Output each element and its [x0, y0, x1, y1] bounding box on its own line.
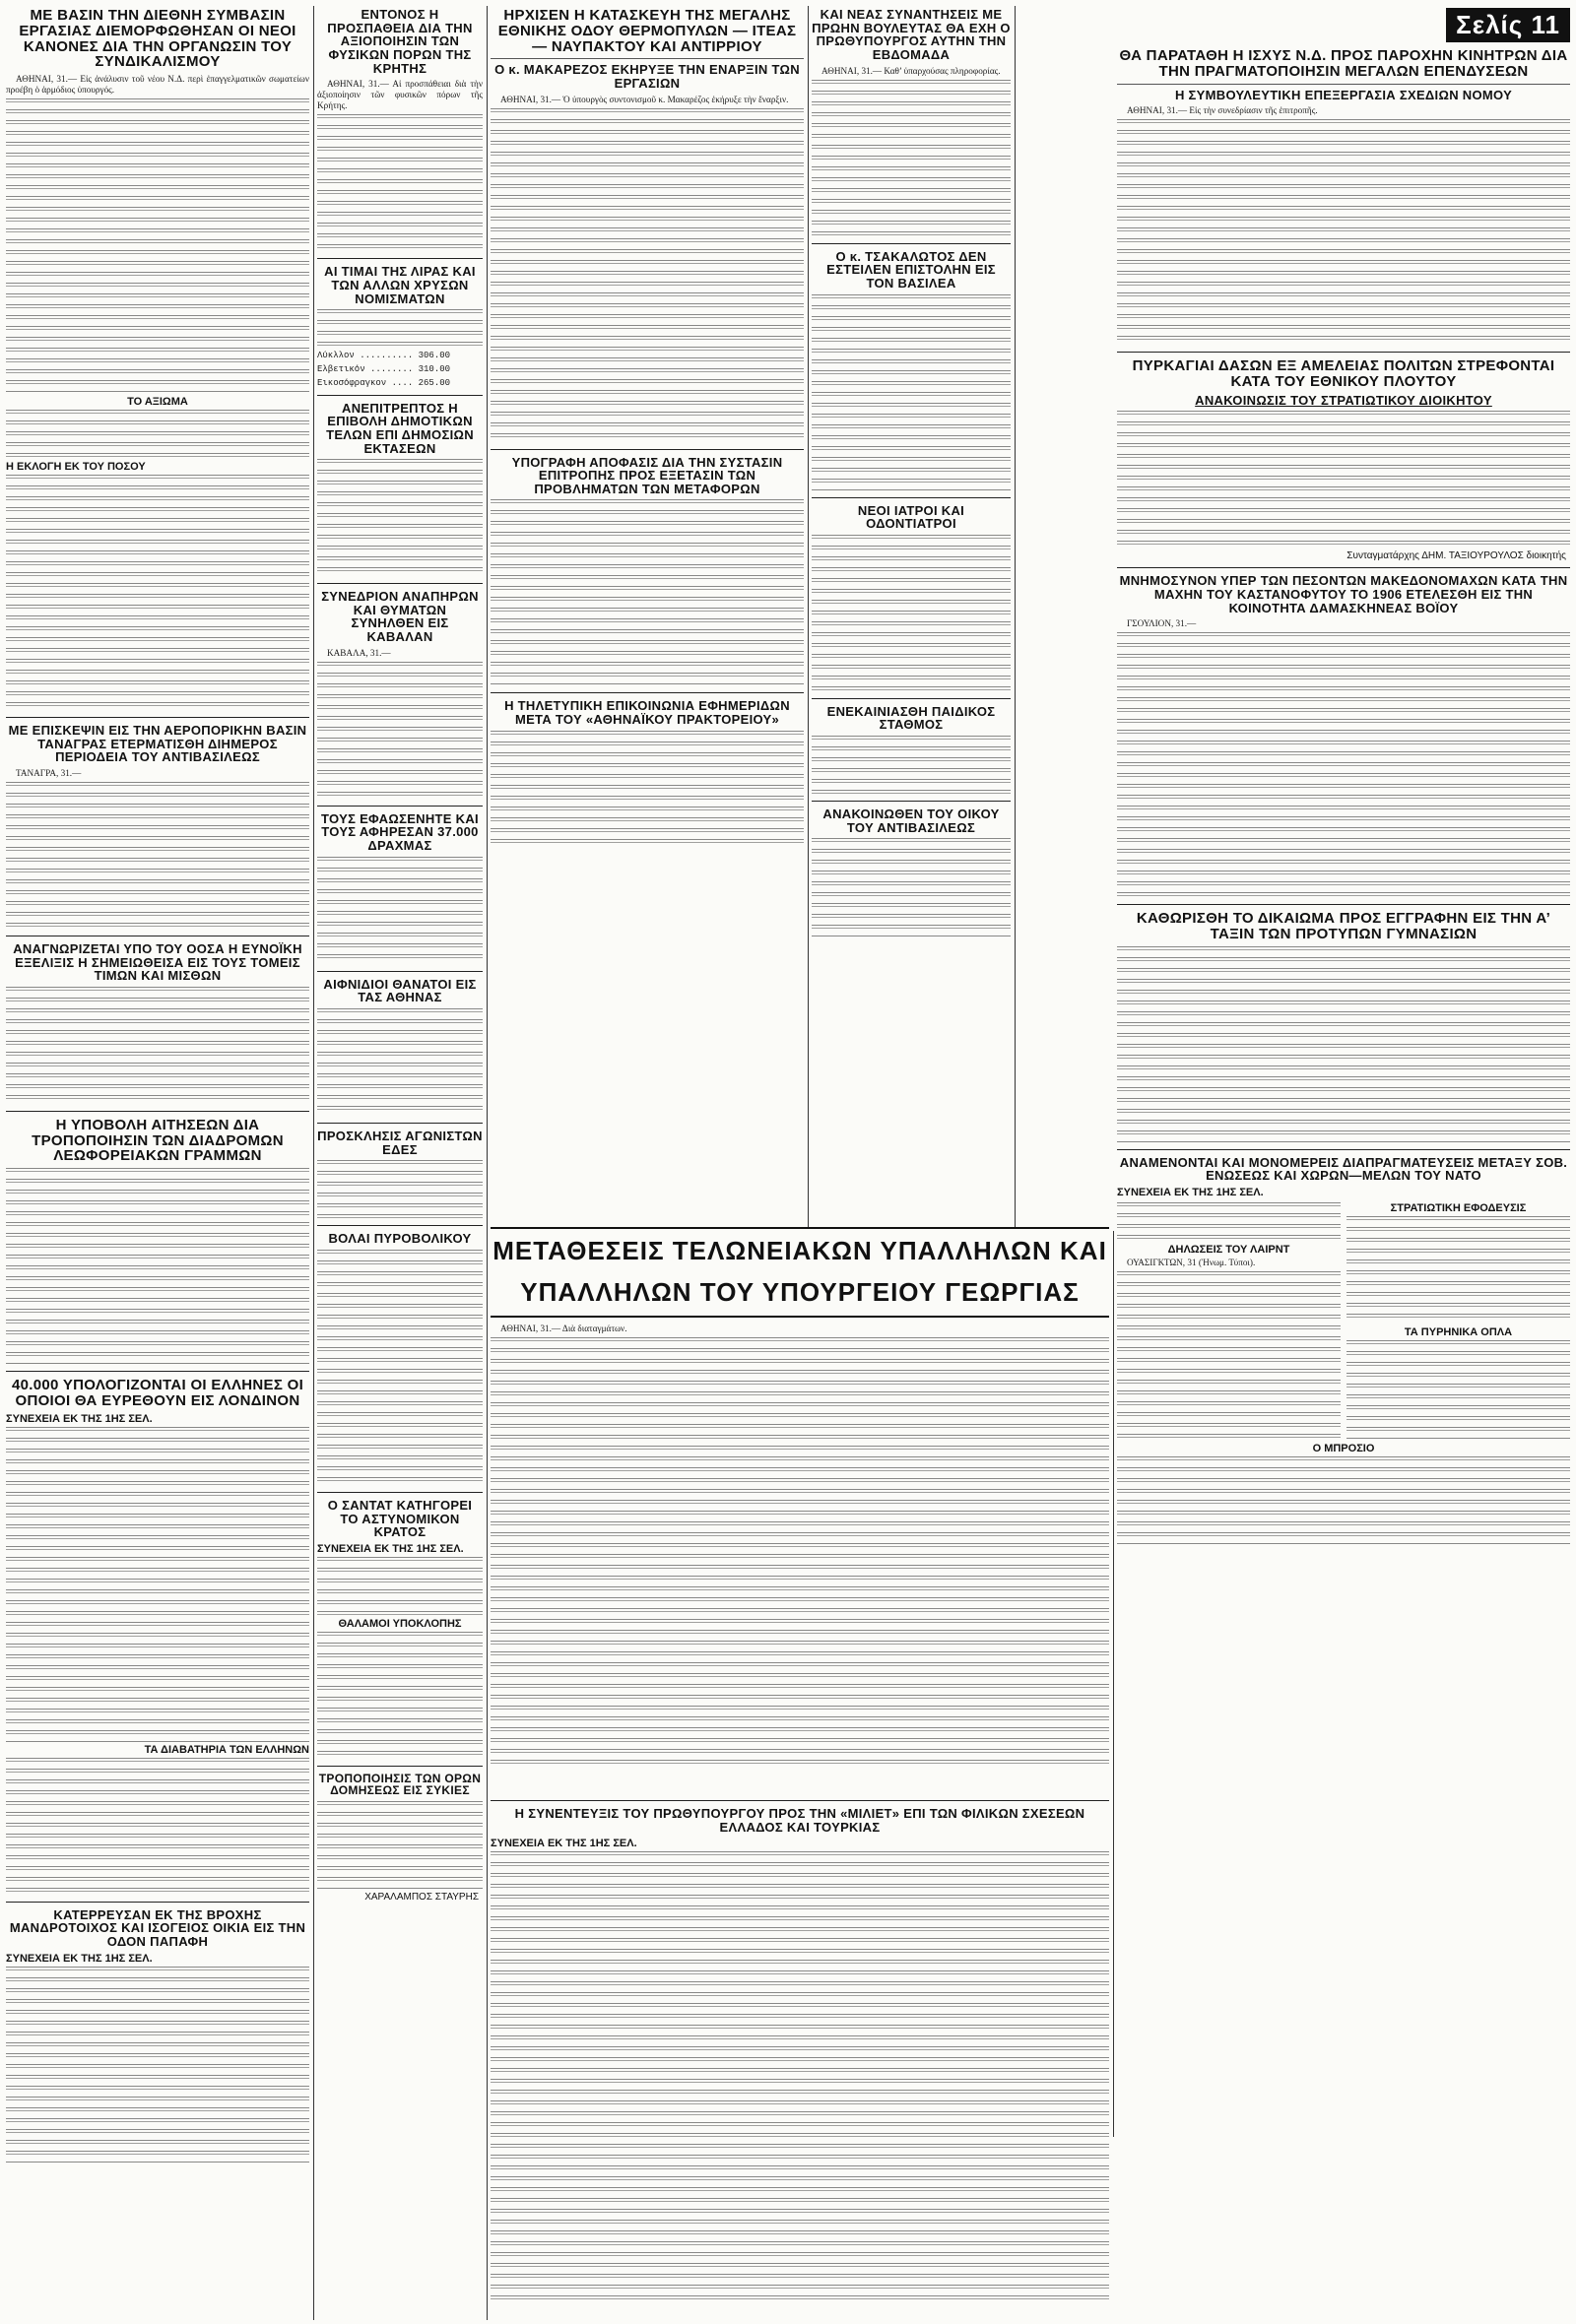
continuation-kicker: ΣΥΝΕΧΕΙΑ ΕΚ ΤΗΣ 1ΗΣ ΣΕΛ.: [1117, 1187, 1264, 1199]
column-3: [491, 6, 804, 1219]
column-rule: [313, 6, 314, 2320]
column-rule: [808, 6, 809, 1227]
headline-teletype: Η ΤΗΛΕΤΥΠΙΚΗ ΕΠΙΚΟΙΝΩΝΙΑ ΕΦΗΜΕΡΙΔΩΝ ΜΕΤΑ ΤΟΥ «ΑΘΗΝΑΪΚΟΥ ΠΡΑΚΤΟΡΕΙΟΥ»: [504, 698, 790, 728]
article-body: [317, 1160, 483, 1219]
headline-sudden-deaths: ΑΙΦΝΙΔΙΟΙ ΘΑΝΑΤΟΙ ΕΙΣ ΤΑΣ ΑΘΗΝΑΣ: [323, 976, 477, 1005]
continuation-kicker: ΣΥΝΕΧΕΙΑ ΕΚ ΤΗΣ 1ΗΣ ΣΕΛ.: [491, 1838, 637, 1850]
headline-new-doctors: ΝΕΟΙ ΙΑΤΡΟΙ ΚΑΙ ΟΔΟΝΤΙΑΤΡΟΙ: [857, 502, 965, 532]
article-body: [6, 98, 309, 394]
headline-municipal-fees: ΑΝΕΠΙΤΡΕΠΤΟΣ Η ΕΠΙΒΟΛΗ ΔΗΜΟΤΙΚΩΝ ΤΕΛΩΝ ΕΠΙ ΔΗΜΟΣΙΩΝ ΕΚΤΑΣΕΩΝ: [326, 400, 474, 456]
article-body: [1117, 632, 1570, 898]
page-number-label: Σελίς 11: [1446, 8, 1570, 42]
headline-greeks-london: 40.000 ΥΠΟΛΟΓΙΖΟΝΤΑΙ ΟΙ ΕΛΛΗΝΕΣ ΟΙ ΟΠΟΙΟΙ ΘΑ ΕΥΡΕΘΟΥΝ ΕΙΣ ΛΟΝΔΙΝΟΝ: [11, 1377, 304, 1409]
dateline: ΚΑΒΑΛΑ, 31.—: [327, 647, 391, 658]
article-body: [317, 1557, 483, 1616]
subheading: ΔΗΛΩΣΕΙΣ ΤΟΥ ΛΑΙΡΝΤ: [1167, 1244, 1290, 1257]
article-body: [6, 1427, 309, 1742]
article-body: [317, 1250, 483, 1486]
continuation-kicker: ΣΥΝΕΧΕΙΑ ΕΚ ΤΗΣ 1ΗΣ ΣΕΛ.: [317, 1542, 464, 1555]
price-line: Εικοσόφραγκον .... 265.00: [317, 377, 451, 388]
byline: ΧΑΡΑΛΑΜΠΟΣ ΣΤΑΥΡΗΣ: [364, 1892, 479, 1903]
article-body: [6, 987, 309, 1105]
article-body: [491, 731, 804, 849]
article-body: [1117, 119, 1570, 346]
article-body: [1346, 1216, 1570, 1324]
article-body: [317, 309, 483, 349]
article-body: [317, 114, 483, 252]
headline-customs-transfers: ΜΕΤΑΘΕΣΕΙΣ ΤΕΛΩΝΕΙΑΚΩΝ ΥΠΑΛΛΗΛΩΝ ΚΑΙ ΥΠΑΛΛΗΛΩΝ ΤΟΥ ΥΠΟΥΡΓΕΙΟΥ ΓΕΩΡΓΙΑΣ: [491, 1227, 1109, 1318]
headline-forest-fires: ΠΥΡΚΑΓΙΑΙ ΔΑΣΩΝ ΕΞ ΑΜΕΛΕΙΑΣ ΠΟΛΙΤΩΝ ΣΤΡΕΦΟΝΤΑΙ ΚΑΤΑ ΤΟΥ ΕΘΝΙΚΟΥ ΠΛΟΥΤΟΥ: [1132, 357, 1555, 390]
column-2: [317, 6, 483, 2320]
article-body: [812, 736, 1011, 795]
headline-gold-prices: ΑΙ ΤΙΜΑΙ ΤΗΣ ΛΙΡΑΣ ΚΑΙ ΤΩΝ ΑΛΛΩΝ ΧΡΥΣΩΝ ΝΟΜΙΣΜΑΤΩΝ: [324, 264, 476, 306]
headline-transport-committee: ΥΠΟΓΡΑΦΗ ΑΠΟΦΑΣΙΣ ΔΙΑ ΤΗΝ ΣΥΣΤΑΣΙΝ ΕΠΙΤΡΟΠΗΣ ΠΡΟΣ ΕΞΕΤΑΣΙΝ ΤΩΝ ΠΡΟΒΛΗΜΑΤΩΝ ΤΩΝ ΜΕΤΑΦΟΡΩΝ: [511, 454, 783, 496]
article-body: [491, 1851, 1109, 2304]
article-body: [1117, 1271, 1341, 1439]
headline-edes-fighters: ΠΡΟΣΚΛΗΣΙΣ ΑΓΩΝΙΣΤΩΝ ΕΔΕΣ: [317, 1128, 483, 1157]
headline-milliyet-interview: Η ΣΥΝΕΝΤΕΥΞΙΣ ΤΟΥ ΠΡΩΘΥΠΟΥΡΓΟΥ ΠΡΟΣ ΤΗΝ «ΜΙΛΙΕΤ» ΕΠΙ ΤΩΝ ΦΙΛΙΚΩΝ ΣΧΕΣΕΩΝ ΕΛΛΑΔΟΣ ΚΑΙ ΤΟΥΡΚΙΑΣ: [514, 1806, 1085, 1835]
nato-subcolumns: [1117, 1200, 1570, 1441]
column-5: [1117, 6, 1570, 2320]
article-body: [491, 499, 804, 686]
article-body: [1117, 1456, 1570, 1545]
headline-nato-negotiations: ΑΝΑΜΕΝΟΝΤΑΙ ΚΑΙ ΜΟΝΟΜΕΡΕΙΣ ΔΙΑΠΡΑΓΜΑΤΕΥΣΕΙΣ ΜΕΤΑΞΥ ΣΟΒ. ΕΝΩΣΕΩΣ ΚΑΙ ΧΩΡΩΝ—ΜΕΛΩΝ ΤΟΥ ΝΑΤΟ: [1119, 1154, 1568, 1184]
subheading: ΤΑ ΔΙΑΒΑΤΗΡΙΑ ΤΩΝ ΕΛΛΗΝΩΝ: [144, 1743, 309, 1756]
headline-labor-convention: ΜΕ ΒΑΣΙΝ ΤΗΝ ΔΙΕΘΝΗ ΣΥΜΒΑΣΙΝ ΕΡΓΑΣΙΑΣ ΔΙΕΜΟΡΦΩΘΗΣΑΝ ΟΙ ΝΕΟΙ ΚΑΝΟΝΕΣ ΔΙΑ ΤΗΝ ΟΡΓΑΝΩΣΙΝ ΤΟΥ ΣΥΝΔΙΚΑΛΙΣΜΟΥ: [19, 7, 296, 71]
headline-wall-collapse: ΚΑΤΕΡΡΕΥΣΑΝ ΕΚ ΤΗΣ ΒΡΟΧΗΣ ΜΑΝΔΡΟΤΟΙΧΟΣ ΚΑΙ ΙΣΟΓΕΙΟΣ ΟΙΚΙΑ ΕΙΣ ΤΗΝ ΟΔΟΝ ΠΑΠΑΦΗ: [9, 1906, 306, 1949]
headline-sadat: Ο ΣΑΝΤΑΤ ΚΑΤΗΓΟΡΕΙ ΤΟ ΑΣΤΥΝΟΜΙΚΟΝ ΚΡΑΤΟΣ: [327, 1497, 473, 1540]
article-body: [317, 1801, 483, 1890]
article-body: [812, 80, 1011, 237]
article-body: [6, 1758, 309, 1896]
dateline: ΟΥΑΣΙΓΚΤΩΝ, 31 (Ἡνωμ. Τύποι).: [1127, 1258, 1256, 1268]
article-body: [1117, 946, 1570, 1143]
article-body: [1346, 1340, 1570, 1439]
article-body: [317, 459, 483, 577]
article-body: [1117, 411, 1570, 549]
subheadline-military-commander: ΑΝΑΚΟΙΝΩΣΙΣ ΤΟΥ ΣΤΡΑΤΙΩΤΙΚΟΥ ΔΙΟΙΚΗΤΟΥ: [1195, 392, 1492, 408]
article-body: [491, 1337, 1109, 1771]
column-rule: [1015, 6, 1016, 1227]
headline-crete-resources: ΕΝΤΟΝΟΣ Η ΠΡΟΣΠΑΘΕΙΑ ΔΙΑ ΤΗΝ ΑΞΙΟΠΟΙΗΣΙΝ ΤΩΝ ΦΥΣΙΚΩΝ ΠΟΡΩΝ ΤΗΣ ΚΡΗΤΗΣ: [327, 7, 473, 76]
article-body: [6, 782, 309, 930]
dateline: ΓΣΟΥΛΙΟΝ, 31.—: [1127, 618, 1197, 629]
subheading: ΘΑΛΑΜΟΙ ΥΠΟΚΛΟΠΗΣ: [338, 1617, 462, 1630]
article-body: [317, 857, 483, 965]
subheadline-makarezos: Ο κ. ΜΑΚΑΡΕΖΟΣ ΕΚΗΡΥΞΕ ΤΗΝ ΕΝΑΡΞΙΝ ΤΩΝ ΕΡΓΑΣΙΩΝ: [494, 62, 800, 91]
headline-artillery: ΒΟΛΑΙ ΠΥΡΟΒΟΛΙΚΟΥ: [328, 1231, 472, 1247]
article-body: [317, 1008, 483, 1117]
column-rule: [1113, 1231, 1114, 2137]
article-body: [6, 1168, 309, 1365]
headline-building-terms: ΤΡΟΠΟΠΟΙΗΣΙΣ ΤΩΝ ΟΡΩΝ ΔΟΜΗΣΕΩΣ ΕΙΣ ΣΥΚΙΕΣ: [318, 1771, 482, 1798]
article-body: [6, 1967, 309, 2163]
price-line: Λύκλλον .......... 306.00: [317, 351, 451, 361]
headline-tanagra-visit: ΜΕ ΕΠΙΣΚΕΨΙΝ ΕΙΣ ΤΗΝ ΑΕΡΟΠΟΡΙΚΗΝ ΒΑΣΙΝ ΤΑΝΑΓΡΑΣ ΕΤΕΡΜΑΤΙΣΘΗ ΔΙΗΜΕΡΟΣ ΠΕΡΙΟΔΕΙΑ ΤΟΥ ΑΝΤΙΒΑΣΙΛΕΩΣ: [8, 723, 307, 765]
headline-robbery: ΤΟΥΣ ΕΦΑΩΣΕΝΗΤΕ ΚΑΙ ΤΟΥΣ ΑΦΗΡΕΣΑΝ 37.000 ΔΡΑΧΜΑΣ: [321, 810, 479, 854]
headline-national-road: ΗΡΧΙΣΕΝ Η ΚΑΤΑΣΚΕΥΗ ΤΗΣ ΜΕΓΑΛΗΣ ΕΘΝΙΚΗΣ ΟΔΟΥ ΘΕΡΜΟΠΥΛΩΝ — ΙΤΕΑΣ — ΝΑΥΠΑΚΤΟΥ ΚΑΙ ΑΝΤΙΡΡΙΟΥ: [497, 7, 797, 55]
headline-memorial-service: ΜΝΗΜΟΣΥΝΟΝ ΥΠΕΡ ΤΩΝ ΠΕΣΟΝΤΩΝ ΜΑΚΕΔΟΝΟΜΑΧΩΝ ΚΑΤΑ ΤΗΝ ΜΑΧΗΝ ΤΟΥ ΚΑΣΤΑΝΟΦΥΤΟΥ ΤΟ 1906 ΕΤΕΛΕΣΘΗ ΕΙΣ ΤΗΝ ΚΟΙΝΟΤΗΤΑ ΔΑΜΑΣΚΗΝΕΑΣ ΒΟΪΟΥ: [1119, 573, 1568, 615]
article-body: [491, 108, 804, 443]
center-article: [491, 1323, 1109, 1786]
center-article-2: [491, 1794, 1109, 2316]
subheadline-draft-laws: Η ΣΥΜΒΟΥΛΕΥΤΙΚΗ ΕΠΕΞΕΡΓΑΣΙΑ ΣΧΕΔΙΩΝ ΝΟΜΟΥ: [1174, 87, 1513, 102]
subheading: ΤΑ ΠΥΡΗΝΙΚΑ ΟΠΛΑ: [1404, 1326, 1513, 1339]
headline-model-gymnasia: ΚΑΘΩΡΙΣΘΗ ΤΟ ΔΙΚΑΙΩΜΑ ΠΡΟΣ ΕΓΓΡΑΦΗΝ ΕΙΣ ΤΗΝ Α’ ΤΑΞΙΝ ΤΩΝ ΠΡΟΤΥΠΩΝ ΓΥΜΝΑΣΙΩΝ: [1136, 910, 1551, 943]
column-rule: [487, 6, 488, 2320]
price-line: Ελβετικόν ........ 310.00: [317, 364, 451, 375]
dateline: ΑΘΗΝΑΙ, 31.— Εἰς τὴν συνεδρίασιν τῆς ἐπιτροπῆς.: [1127, 105, 1318, 116]
continuation-kicker: ΣΥΝΕΧΕΙΑ ΕΚ ΤΗΣ 1ΗΣ ΣΕΛ.: [6, 1952, 153, 1965]
column-4: [812, 6, 1011, 1219]
column-1: [6, 6, 309, 2320]
article-body: [812, 294, 1011, 491]
subheading: ΣΤΡΑΤΙΩΤΙΚΗ ΕΦΟΔΕΥΣΙΣ: [1390, 1202, 1527, 1215]
subheading: Ο ΜΠΡΟΣΙΟ: [1312, 1443, 1375, 1455]
headline-bus-routes: Η ΥΠΟΒΟΛΗ ΑΙΤΗΣΕΩΝ ΔΙΑ ΤΡΟΠΟΠΟΙΗΣΙΝ ΤΩΝ ΔΙΑΔΡΟΜΩΝ ΛΕΩΦΟΡΕΙΑΚΩΝ ΓΡΑΜΜΩΝ: [32, 1116, 284, 1165]
dateline: ΑΘΗΝΑΙ, 31.— Καθ’ ὑπαρχούσας πληροφορίας.: [821, 65, 1001, 76]
headline-investment-incentives: ΘΑ ΠΑΡΑΤΑΘΗ Η ΙΣΧΥΣ Ν.Δ. ΠΡΟΣ ΠΑΡΟΧΗΝ ΚΙΝΗΤΡΩΝ ΔΙΑ ΤΗΝ ΠΡΑΓΜΑΤΟΠΟΙΗΣΙΝ ΜΕΓΑΛΩΝ ΕΠΕΝΔΥΣΕΩΝ: [1119, 47, 1568, 80]
subheading: ΤΟ ΑΞΙΩΜΑ: [127, 396, 188, 409]
dateline: ΤΑΝΑΓΡΑ, 31.—: [16, 767, 82, 778]
article-body: [317, 662, 483, 800]
subheading: Η ΕΚΛΟΓΗ ΕΚ ΤΟΥ ΠΟΣΟΥ: [6, 461, 146, 474]
headline-tsakalotos: Ο κ. ΤΣΑΚΑΛΩΤΟΣ ΔΕΝ ΕΣΤΕΙΛΕΝ ΕΠΙΣΤΟΛΗΝ ΕΙΣ ΤΟΝ ΒΑΣΙΛΕΑ: [826, 248, 996, 290]
article-body: [1117, 1202, 1341, 1242]
continuation-kicker: ΣΥΝΕΧΕΙΑ ΕΚ ΤΗΣ 1ΗΣ ΣΕΛ.: [6, 1412, 153, 1425]
headline-oecd: ΑΝΑΓΝΩΡΙΖΕΤΑΙ ΥΠΟ ΤΟΥ ΟΟΣΑ Η ΕΥΝΟΪΚΗ ΕΞΕΛΙΞΙΣ Η ΣΗΜΕΙΩΘΕΙΣΑ ΕΙΣ ΤΟΥΣ ΤΟΜΕΙΣ ΤΙΜΩΝ ΚΑΙ ΜΙΣΘΩΝ: [13, 941, 302, 984]
article-body: [6, 475, 309, 711]
article-body: [812, 838, 1011, 936]
headline-disabled-congress: ΣΥΝΕΔΡΙΟΝ ΑΝΑΠΗΡΩΝ ΚΑΙ ΘΥΜΑΤΩΝ ΣΥΝΗΛΘΕΝ ΕΙΣ ΚΑΒΑΛΑΝ: [321, 589, 479, 645]
byline: Συνταγματάρχης ΔΗΜ. ΤΑΞΙΟΥΡΟΥΛΟΣ διοικητής: [1346, 550, 1566, 562]
dateline: ΑΘΗΝΑΙ, 31.— Εἰς ἀνάλυσιν τοῦ νέου Ν.Δ. περὶ ἐπαγγελματικῶν σωματείων προέβη ὁ ἁρμόδιος ὑπουργός.: [6, 74, 309, 96]
dateline: ΑΘΗΝΑΙ, 31.— Ὁ ὑπουργὸς συντονισμοῦ κ. Μακαρέζος ἐκήρυξε τὴν ἔναρξιν.: [500, 94, 789, 104]
article-body: [6, 410, 309, 459]
headline-nursery: ΕΝΕΚΑΙΝΙΑΣΘΗ ΠΑΙΔΙΚΟΣ ΣΤΑΘΜΟΣ: [826, 703, 996, 733]
headline-pm-meetings: ΚΑΙ ΝΕΑΣ ΣΥΝΑΝΤΗΣΕΙΣ ΜΕ ΠΡΩΗΝ ΒΟΥΛΕΥΤΑΣ ΘΑ ΕΧΗ Ο ΠΡΩΘΥΠΟΥΡΓΟΣ ΑΥΤΗΝ ΤΗΝ ΕΒΔΟΜΑΔΑ: [812, 7, 1011, 62]
dateline: ΑΘΗΝΑΙ, 31.— Αἱ προσπάθειαι διὰ τὴν ἀξιοποίησιν τῶν φυσικῶν πόρων τῆς Κρήτης.: [317, 79, 483, 111]
article-body: [812, 535, 1011, 692]
article-body: [317, 1632, 483, 1760]
dateline: ΑΘΗΝΑΙ, 31.— Διὰ διαταγμάτων.: [500, 1323, 627, 1333]
headline-regent-announcement: ΑΝΑΚΟΙΝΩΘΕΝ ΤΟΥ ΟΙΚΟΥ ΤΟΥ ΑΝΤΙΒΑΣΙΛΕΩΣ: [822, 807, 1000, 835]
